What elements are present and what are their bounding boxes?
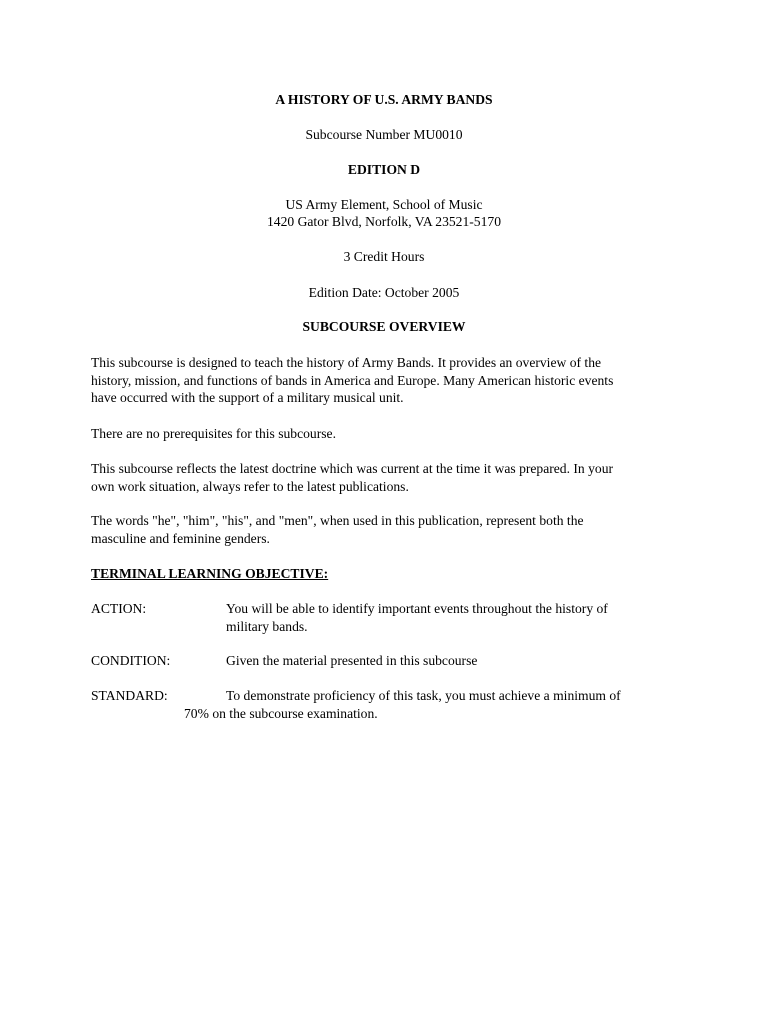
overview-paragraph-2 xyxy=(91,425,691,443)
overview-paragraph-4 xyxy=(91,512,691,547)
paragraph-line: This subcourse is designed to teach the history of Army Bands. It provides an overview of the xyxy=(91,355,602,370)
organization-line-1: US Army Element, School of Music xyxy=(285,197,483,212)
edition-date: Edition Date: October 2005 xyxy=(308,285,460,300)
objective-heading: TERMINAL LEARNING OBJECTIVE: xyxy=(91,566,329,581)
paragraph-line: There are no prerequisites for this subcourse. xyxy=(91,426,336,441)
document-title: A HISTORY OF U.S. ARMY BANDS xyxy=(275,92,493,107)
standard-text-line-1: To demonstrate proficiency of this task, you must achieve a minimum of xyxy=(226,688,621,703)
paragraph-line: masculine and feminine genders. xyxy=(91,530,270,546)
paragraph-line: own work situation, always refer to the latest publications. xyxy=(91,478,409,494)
paragraph-line: history, mission, and functions of bands in America and Europe. Many American historic events xyxy=(91,372,614,388)
paragraph-line: have occurred with the support of a military musical unit. xyxy=(91,390,404,405)
standard-label: STANDARD: xyxy=(91,688,168,703)
action-label: ACTION: xyxy=(91,601,147,616)
overview-paragraph-3 xyxy=(91,460,691,495)
overview-heading: SUBCOURSE OVERVIEW xyxy=(302,319,466,334)
action-text-line-2: military bands. xyxy=(226,619,308,634)
paragraph-line: This subcourse reflects the latest doctrine which was current at the time it was prepared. In your xyxy=(91,461,614,476)
organization-line-2: 1420 Gator Blvd, Norfolk, VA 23521-5170 xyxy=(267,214,501,229)
paragraph-line: The words "he", "him", "his", and "men", when used in this publication, represent both the xyxy=(91,513,584,528)
condition-label: CONDITION: xyxy=(91,653,171,668)
credit-hours: 3 Credit Hours xyxy=(343,249,425,264)
subcourse-number: Subcourse Number MU0010 xyxy=(305,127,463,142)
condition-text: Given the material presented in this subcourse xyxy=(226,653,478,668)
overview-paragraph-1 xyxy=(91,354,691,407)
standard-text-line-2: 70% on the subcourse examination. xyxy=(184,706,378,721)
edition-label: EDITION D xyxy=(347,162,421,177)
action-text-line-1: You will be able to identify important events throughout the history of xyxy=(226,601,608,616)
